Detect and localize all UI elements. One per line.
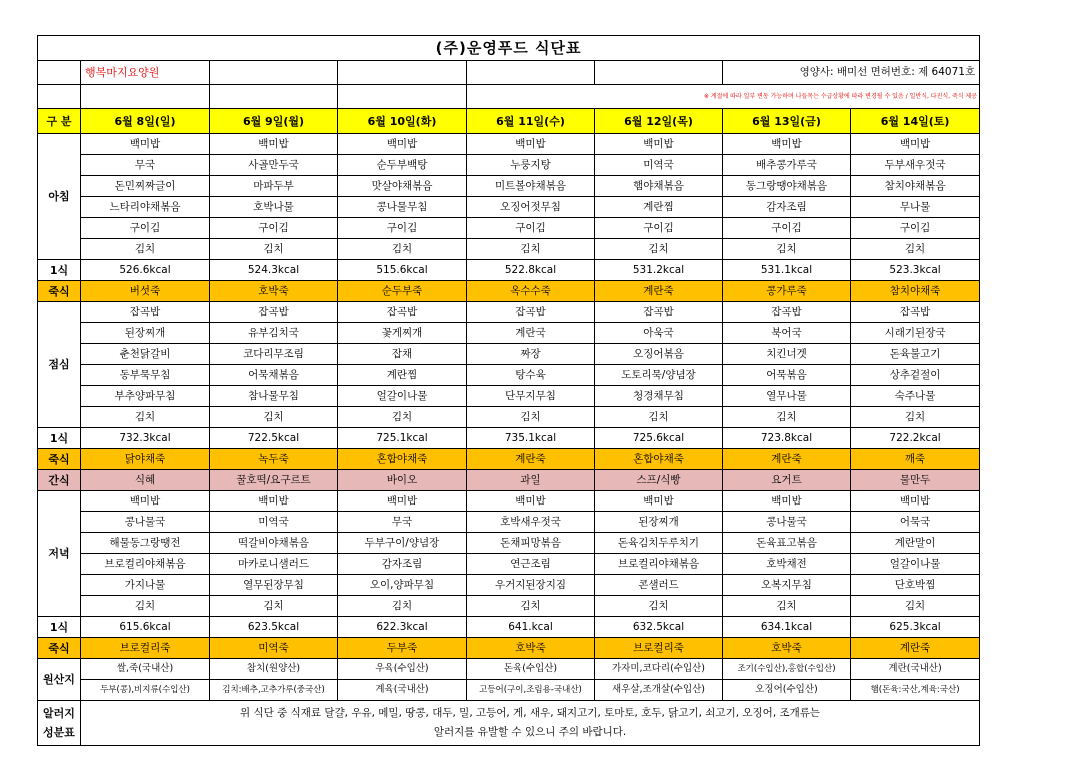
dinner-porridge-cell: 미역죽 [210, 638, 338, 659]
breakfast-porridge-cell: 계란죽 [595, 281, 723, 302]
menu-item: 백미밥 [210, 134, 338, 155]
menu-item: 구이김 [851, 218, 980, 239]
menu-item: 돈채피망볶음 [467, 533, 595, 554]
menu-item: 콘샐러드 [595, 575, 723, 596]
snack-label: 간식 [38, 470, 81, 491]
page-title: (주)운영푸드 식단표 [38, 36, 980, 61]
menu-item: 김치 [467, 407, 595, 428]
menu-item: 콩나물무침 [338, 197, 467, 218]
menu-item: 누룽지탕 [467, 155, 595, 176]
breakfast-porridge-cell: 참치야채죽 [851, 281, 980, 302]
breakfast-kcal-label: 1식 [38, 260, 81, 281]
menu-item: 마카로니샐러드 [210, 554, 338, 575]
dinner-porridge-cell: 호박죽 [467, 638, 595, 659]
menu-item: 김치 [723, 596, 851, 617]
lunch-row [38, 386, 980, 407]
allergy-line-2: 알러지를 유발할 수 있으니 주의 바랍니다. [433, 726, 627, 738]
menu-item: 오징어젓무침 [467, 197, 595, 218]
menu-item: 두부구이/양념장 [338, 533, 467, 554]
menu-item: 잡곡밥 [595, 302, 723, 323]
menu-item: 김치 [467, 239, 595, 260]
day-header: 6월 10일(화) [338, 109, 467, 134]
lunch-row [38, 323, 980, 344]
day-header: 6월 8일(일) [81, 109, 210, 134]
lunch-kcal-cell: 722.2kcal [851, 428, 980, 449]
menu-item: 김치 [338, 407, 467, 428]
menu-item: 백미밥 [851, 134, 980, 155]
origin-cell: 고등어(구이,조림용-국내산) [467, 680, 595, 701]
menu-item: 치킨너겟 [723, 344, 851, 365]
menu-item: 구이김 [338, 218, 467, 239]
menu-item: 브로컬리야채볶음 [81, 554, 210, 575]
menu-item: 단호박찜 [851, 575, 980, 596]
dinner-row [38, 575, 980, 596]
lunch-kcal-cell: 732.3kcal [81, 428, 210, 449]
menu-item: 백미밥 [210, 491, 338, 512]
menu-item: 연근조림 [467, 554, 595, 575]
menu-item: 잡채 [338, 344, 467, 365]
menu-item: 계란찜 [595, 197, 723, 218]
menu-item: 동부묵무침 [81, 365, 210, 386]
lunch-porridge-label: 죽식 [38, 449, 81, 470]
menu-item: 오징어볶음 [595, 344, 723, 365]
menu-item: 김치 [338, 596, 467, 617]
menu-item: 마파두부 [210, 176, 338, 197]
menu-item: 김치 [338, 239, 467, 260]
lunch-kcal [38, 428, 980, 449]
breakfast-row [38, 155, 980, 176]
menu-item: 호박새우젓국 [467, 512, 595, 533]
menu-item: 참나물무침 [210, 386, 338, 407]
menu-item: 우거지된장지짐 [467, 575, 595, 596]
menu-item: 햄야채볶음 [595, 176, 723, 197]
menu-item: 맛살야채볶음 [338, 176, 467, 197]
allergy-label-2: 성분표 [43, 726, 75, 739]
breakfast-row [38, 176, 980, 197]
menu-item: 숙주나물 [851, 386, 980, 407]
menu-item: 떡갈비야채볶음 [210, 533, 338, 554]
day-header: 6월 12일(목) [595, 109, 723, 134]
menu-item: 백미밥 [595, 134, 723, 155]
snack [38, 470, 980, 491]
breakfast-row [38, 218, 980, 239]
breakfast-porridge [38, 281, 980, 302]
dinner-porridge [38, 638, 980, 659]
menu-item: 콩나물국 [81, 512, 210, 533]
allergy-label-1: 알러지 [43, 707, 75, 720]
lunch-porridge-cell: 혼합야채죽 [338, 449, 467, 470]
menu-item: 어묵국 [851, 512, 980, 533]
menu-item: 얼갈이나물 [851, 554, 980, 575]
menu-item: 구이김 [723, 218, 851, 239]
menu-item: 순두부백탕 [338, 155, 467, 176]
menu-item: 오이,양파무침 [338, 575, 467, 596]
menu-item: 얼갈이나물 [338, 386, 467, 407]
dinner-row [38, 596, 980, 617]
menu-item: 동그랑땡야채볶음 [723, 176, 851, 197]
lunch-porridge-cell: 닭야채죽 [81, 449, 210, 470]
breakfast-porridge-cell: 콩가루죽 [723, 281, 851, 302]
menu-item: 된장찌개 [81, 323, 210, 344]
menu-item: 돈육김치두루치기 [595, 533, 723, 554]
menu-item: 코다리무조림 [210, 344, 338, 365]
menu-item: 북어국 [723, 323, 851, 344]
lunch-porridge-cell: 계란죽 [467, 449, 595, 470]
menu-item: 계란찜 [338, 365, 467, 386]
origin-cell: 계육(국내산) [338, 680, 467, 701]
menu-item: 콩나물국 [723, 512, 851, 533]
origin-label: 원산지 [38, 659, 81, 701]
lunch-porridge-cell: 혼합야채죽 [595, 449, 723, 470]
menu-item: 된장찌개 [595, 512, 723, 533]
lunch-kcal-label: 1식 [38, 428, 81, 449]
breakfast-porridge-cell: 호박죽 [210, 281, 338, 302]
breakfast-kcal [38, 260, 980, 281]
origin-cell: 돈육(수입산) [467, 659, 595, 680]
allergy-line-1: 위 식단 중 식재료 달걀, 우유, 메밀, 땅콩, 대두, 밀, 고등어, 게, 새우, 돼지고기, 토마토, 호두, 닭고기, 쇠고기, 오징어, 조개류는 [240, 707, 821, 719]
origin-cell: 계란(국내산) [851, 659, 980, 680]
menu-item: 짜장 [467, 344, 595, 365]
dinner-porridge-cell: 브로컬리죽 [595, 638, 723, 659]
menu-item: 청경채무침 [595, 386, 723, 407]
breakfast-kcal-cell: 523.3kcal [851, 260, 980, 281]
menu-item: 백미밥 [723, 491, 851, 512]
snack-cell: 바이오 [338, 470, 467, 491]
menu-item: 어묵볶음 [723, 365, 851, 386]
facility-name: 행복마지요양원 [81, 61, 210, 85]
menu-item: 김치 [723, 239, 851, 260]
notice-text: ※ 계절에 따라 일부 변동 가능하며 나들목는 수급상황에 따라 변경될 수 있음 / 일반식, 다진식, 죽식 제공 [467, 85, 980, 109]
menu-item: 춘천닭갈비 [81, 344, 210, 365]
origin-cell: 새우살,조개살(수입산) [595, 680, 723, 701]
menu-item: 배추콩가루국 [723, 155, 851, 176]
menu-item: 김치 [210, 407, 338, 428]
menu-item: 백미밥 [81, 134, 210, 155]
allergy-notice [81, 701, 980, 746]
menu-item: 가지나물 [81, 575, 210, 596]
lunch-kcal-cell: 735.1kcal [467, 428, 595, 449]
lunch-kcal-cell: 723.8kcal [723, 428, 851, 449]
lunch-row [38, 365, 980, 386]
menu-item: 참치야채볶음 [851, 176, 980, 197]
lunch-porridge-cell: 녹두죽 [210, 449, 338, 470]
menu-item: 사골만두국 [210, 155, 338, 176]
day-header: 6월 13일(금) [723, 109, 851, 134]
origin-cell: 오징어(수입산) [723, 680, 851, 701]
menu-item: 해물동그랑땡전 [81, 533, 210, 554]
lunch-label: 점심 [38, 302, 81, 428]
menu-item: 감자조림 [723, 197, 851, 218]
menu-item: 열무된장무침 [210, 575, 338, 596]
breakfast-kcal-cell: 515.6kcal [338, 260, 467, 281]
menu-item: 김치 [851, 407, 980, 428]
menu-item: 김치 [210, 239, 338, 260]
lunch-row [38, 302, 980, 323]
menu-item: 구이김 [210, 218, 338, 239]
menu-item: 돈육불고기 [851, 344, 980, 365]
menu-item: 무국 [338, 512, 467, 533]
menu-item: 브로컬리야채볶음 [595, 554, 723, 575]
origin-cell: 두부(콩),비지류(수입산) [81, 680, 210, 701]
breakfast-label: 아침 [38, 134, 81, 260]
lunch-porridge [38, 449, 980, 470]
menu-item: 미역국 [210, 512, 338, 533]
breakfast-kcal-cell: 524.3kcal [210, 260, 338, 281]
breakfast-porridge-cell: 옥수수죽 [467, 281, 595, 302]
dinner-kcal-cell: 634.1kcal [723, 617, 851, 638]
lunch-row [38, 344, 980, 365]
origin-cell: 햄(돈육:국산,계육:국산) [851, 680, 980, 701]
lunch-porridge-cell: 계란죽 [723, 449, 851, 470]
menu-item: 김치 [81, 596, 210, 617]
dinner-kcal [38, 617, 980, 638]
menu-item: 백미밥 [81, 491, 210, 512]
menu-item: 김치 [595, 407, 723, 428]
menu-item: 무국 [81, 155, 210, 176]
menu-item: 김치 [467, 596, 595, 617]
menu-table [37, 35, 980, 746]
breakfast-row [38, 239, 980, 260]
menu-item: 미트볼야채볶음 [467, 176, 595, 197]
lunch-porridge-cell: 깨죽 [851, 449, 980, 470]
day-header: 6월 11일(수) [467, 109, 595, 134]
snack-cell: 스프/식빵 [595, 470, 723, 491]
dinner-row [38, 491, 980, 512]
menu-item: 잡곡밥 [81, 302, 210, 323]
menu-item: 돈민찌짜글이 [81, 176, 210, 197]
nutritionist-info: 영양사: 배미선 면허번호: 제 64071호 [723, 61, 980, 85]
menu-item: 백미밥 [338, 491, 467, 512]
dinner-row [38, 554, 980, 575]
menu-item: 호박나물 [210, 197, 338, 218]
menu-item: 김치 [81, 239, 210, 260]
menu-item: 부추양파무침 [81, 386, 210, 407]
menu-item: 미역국 [595, 155, 723, 176]
menu-item: 무나물 [851, 197, 980, 218]
dinner-kcal-cell: 632.5kcal [595, 617, 723, 638]
menu-item: 김치 [595, 239, 723, 260]
menu-item: 어묵채볶음 [210, 365, 338, 386]
menu-item: 호박채전 [723, 554, 851, 575]
origin-cell: 조기(수입산),홍합(수입산) [723, 659, 851, 680]
menu-item: 백미밥 [467, 491, 595, 512]
lunch-kcal-cell: 725.6kcal [595, 428, 723, 449]
menu-sheet [37, 35, 979, 746]
menu-item: 구이김 [467, 218, 595, 239]
dinner-label: 저녁 [38, 491, 81, 617]
menu-item: 오복지무침 [723, 575, 851, 596]
dinner-porridge-cell: 호박죽 [723, 638, 851, 659]
menu-item: 돈육표고볶음 [723, 533, 851, 554]
menu-item: 감자조림 [338, 554, 467, 575]
origin-cell: 쌀,죽(국내산) [81, 659, 210, 680]
dinner-porridge-cell: 브로컬리죽 [81, 638, 210, 659]
dinner-kcal-cell: 622.3kcal [338, 617, 467, 638]
day-header: 6월 14일(토) [851, 109, 980, 134]
snack-cell: 물만두 [851, 470, 980, 491]
dinner-kcal-cell: 623.5kcal [210, 617, 338, 638]
menu-item: 백미밥 [851, 491, 980, 512]
dinner-porridge-cell: 계란죽 [851, 638, 980, 659]
menu-item: 느타리야채볶음 [81, 197, 210, 218]
menu-item: 김치 [210, 596, 338, 617]
menu-item: 백미밥 [338, 134, 467, 155]
lunch-kcal-cell: 722.5kcal [210, 428, 338, 449]
breakfast-kcal-cell: 526.6kcal [81, 260, 210, 281]
breakfast-porridge-cell: 순두부죽 [338, 281, 467, 302]
menu-item: 잡곡밥 [210, 302, 338, 323]
origin-cell: 가자미,코다리(수입산) [595, 659, 723, 680]
menu-item: 김치 [851, 596, 980, 617]
snack-cell: 요거트 [723, 470, 851, 491]
breakfast-kcal-cell: 531.2kcal [595, 260, 723, 281]
menu-item: 탕수육 [467, 365, 595, 386]
menu-item: 구이김 [595, 218, 723, 239]
menu-item: 구이김 [81, 218, 210, 239]
dinner-kcal-cell: 641.kcal [467, 617, 595, 638]
dinner-row [38, 512, 980, 533]
breakfast-porridge-cell: 버섯죽 [81, 281, 210, 302]
dinner-kcal-cell: 625.3kcal [851, 617, 980, 638]
menu-item: 계란국 [467, 323, 595, 344]
breakfast-row [38, 134, 980, 155]
menu-item: 잡곡밥 [851, 302, 980, 323]
menu-item: 꽃게찌개 [338, 323, 467, 344]
menu-item: 잡곡밥 [723, 302, 851, 323]
dinner-porridge-label: 죽식 [38, 638, 81, 659]
menu-item: 김치 [595, 596, 723, 617]
dinner-kcal-cell: 615.6kcal [81, 617, 210, 638]
menu-item: 단무지무침 [467, 386, 595, 407]
origin-cell: 우육(수입산) [338, 659, 467, 680]
header-label: 구 분 [38, 109, 81, 134]
menu-item: 김치 [723, 407, 851, 428]
menu-item: 잡곡밥 [338, 302, 467, 323]
dinner-kcal-label: 1식 [38, 617, 81, 638]
breakfast-porridge-label: 죽식 [38, 281, 81, 302]
origin-cell: 김치:배추,고추가루(중국산) [210, 680, 338, 701]
breakfast-row [38, 197, 980, 218]
snack-cell: 과일 [467, 470, 595, 491]
lunch-kcal-cell: 725.1kcal [338, 428, 467, 449]
breakfast-kcal-cell: 522.8kcal [467, 260, 595, 281]
menu-item: 아욱국 [595, 323, 723, 344]
menu-item: 유부김치국 [210, 323, 338, 344]
allergy-label [38, 701, 81, 746]
menu-item: 계란말이 [851, 533, 980, 554]
snack-cell: 꿀호떡/요구르트 [210, 470, 338, 491]
menu-item: 백미밥 [595, 491, 723, 512]
origin-cell: 참치(원양산) [210, 659, 338, 680]
lunch-row [38, 407, 980, 428]
menu-item: 열무나물 [723, 386, 851, 407]
breakfast-kcal-cell: 531.1kcal [723, 260, 851, 281]
menu-item: 시래기된장국 [851, 323, 980, 344]
day-header: 6월 9일(월) [210, 109, 338, 134]
menu-item: 백미밥 [467, 134, 595, 155]
menu-item: 김치 [851, 239, 980, 260]
menu-item: 두부새우젓국 [851, 155, 980, 176]
menu-item: 도토리묵/양념장 [595, 365, 723, 386]
dinner-row [38, 533, 980, 554]
menu-item: 김치 [81, 407, 210, 428]
menu-item: 상추겉절이 [851, 365, 980, 386]
dinner-porridge-cell: 두부죽 [338, 638, 467, 659]
menu-item: 잡곡밥 [467, 302, 595, 323]
snack-cell: 식혜 [81, 470, 210, 491]
menu-item: 백미밥 [723, 134, 851, 155]
